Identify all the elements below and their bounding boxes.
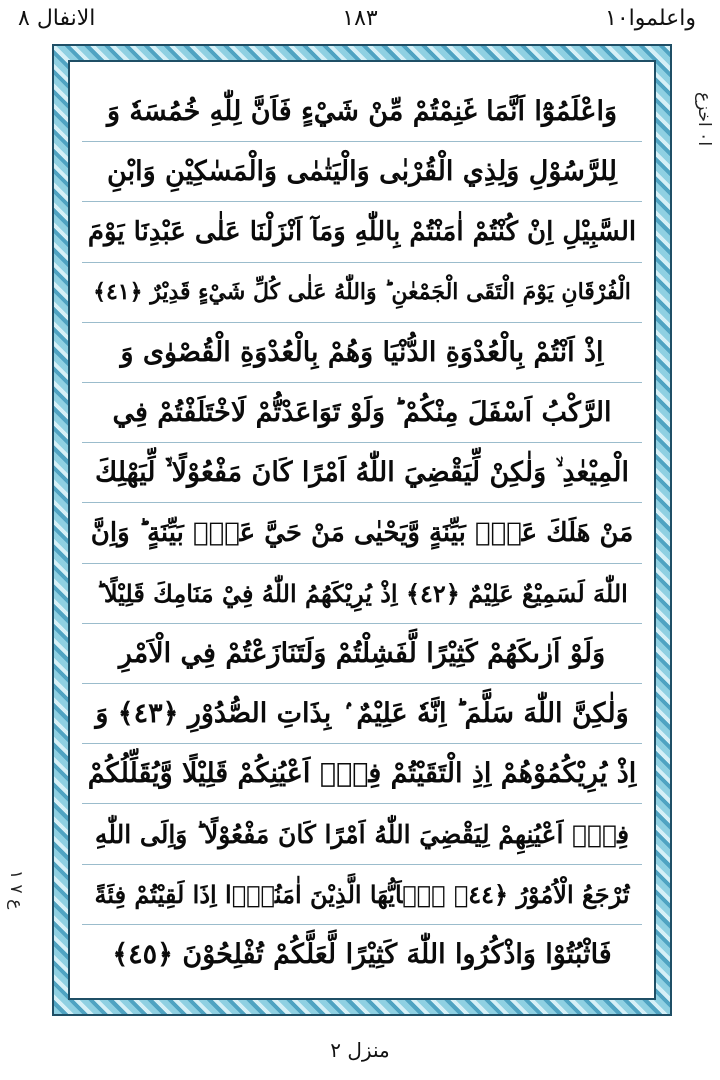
text-line: الْمِيْعٰدِ ۙ وَلٰكِنْ لِّيَقْضِيَ اللّٰهُ اَمْرًا كَانَ مَفْعُوْلًا ۙ۬ لِّيَهْلِكَ [82, 443, 642, 503]
text-line: وَلَوْ اَرٰىكَهُمْ كَثِيْرًا لَّفَشِلْتُمْ وَلَتَنَازَعْتُمْ فِي الْاَمْرِ [82, 624, 642, 684]
manzil-footer: منزل ٢ [330, 1038, 390, 1062]
text-line: السَّبِيْلِ اِنْ كُنْتُمْ اٰمَنْتُمْ بِاللّٰهِ وَمَآ اَنْزَلْنَا عَلٰى عَبْدِنَا يَوْمَ [82, 202, 642, 262]
text-panel [68, 60, 656, 1000]
text-line: وَاعْلَمُوْٓا اَنَّمَا غَنِمْتُمْ مِّنْ شَيْءٍ فَاَنَّ لِلّٰهِ خُمُسَهٗ وَ [82, 82, 642, 142]
para-title: واعلموا١٠ [605, 6, 696, 31]
text-line: لِلرَّسُوْلِ وَلِذِي الْقُرْبٰى وَالْيَتٰمٰى وَالْمَسٰكِيْنِ وَابْنِ [82, 142, 642, 202]
verse-text-area [82, 82, 642, 984]
text-line: اللّٰهَ لَسَمِيْعٌ عَلِيْمٌ ﴿٤٢﴾ اِذْ يُرِيْكَهُمُ اللّٰهُ فِيْ مَنَامِكَ قَلِيْلًا ؕ [82, 564, 642, 624]
surah-title: الانفال ٨ [18, 6, 96, 31]
page-number: ١٨٣ [342, 6, 378, 31]
text-line: اِذْ يُرِيْكُمُوْهُمْ اِذِ الْتَقَيْتُمْ فِيْۤ اَعْيُنِكُمْ قَلِيْلًا وَّيُقَلِّلُكُمْ [82, 744, 642, 804]
text-line: فِيْۤ اَعْيُنِهِمْ لِيَقْضِيَ اللّٰهُ اَمْرًا كَانَ مَفْعُوْلًا ؕ وَاِلَى اللّٰهِ [82, 804, 642, 864]
ruku-margin-marker-bottom: ع ٧ ۱ [6, 870, 26, 910]
text-line: الرَّكْبُ اَسْفَلَ مِنْكُمْ ؕ وَلَوْ تَوَاعَدْتُّمْ لَاخْتَلَفْتُمْ فِي [82, 383, 642, 443]
text-line: مَنْ هَلَكَ عَنْۢ بَيِّنَةٍ وَّيَحْيٰى مَنْ حَيَّ عَنْۢ بَيِّنَةٍ ؕ وَاِنَّ [82, 503, 642, 563]
text-line: اِذْ اَنْتُمْ بِالْعُدْوَةِ الدُّنْيَا وَهُمْ بِالْعُدْوَةِ الْقُصْوٰى وَ [82, 323, 642, 383]
text-line: الْفُرْقَانِ يَوْمَ الْتَقَى الْجَمْعٰنِ ؕ وَاللّٰهُ عَلٰى كُلِّ شَيْءٍ قَدِيْرٌ ﴿٤١﴾ [82, 263, 642, 323]
text-line: وَلٰكِنَّ اللّٰهَ سَلَّمَ ؕ اِنَّهٗ عَلِيْمٌ ۢ بِذَاتِ الصُّدُوْرِ ﴿٤٣﴾ وَ [82, 684, 642, 744]
text-line: تُرْجَعُ الْاُمُوْرُ ﴿٤٤﴾ يٰۤاَيُّهَا الَّذِيْنَ اٰمَنُوْۤا اِذَا لَقِيْتُمْ فِئَةً [82, 865, 642, 925]
decorative-page-border [52, 44, 672, 1016]
ruku-margin-marker-top: ا٠ اخزع [694, 92, 714, 147]
page-header [0, 0, 720, 48]
text-line: فَاثْبُتُوْا وَاذْكُرُوا اللّٰهَ كَثِيْرًا لَّعَلَّكُمْ تُفْلِحُوْنَ ﴿٤٥﴾ [112, 938, 612, 970]
